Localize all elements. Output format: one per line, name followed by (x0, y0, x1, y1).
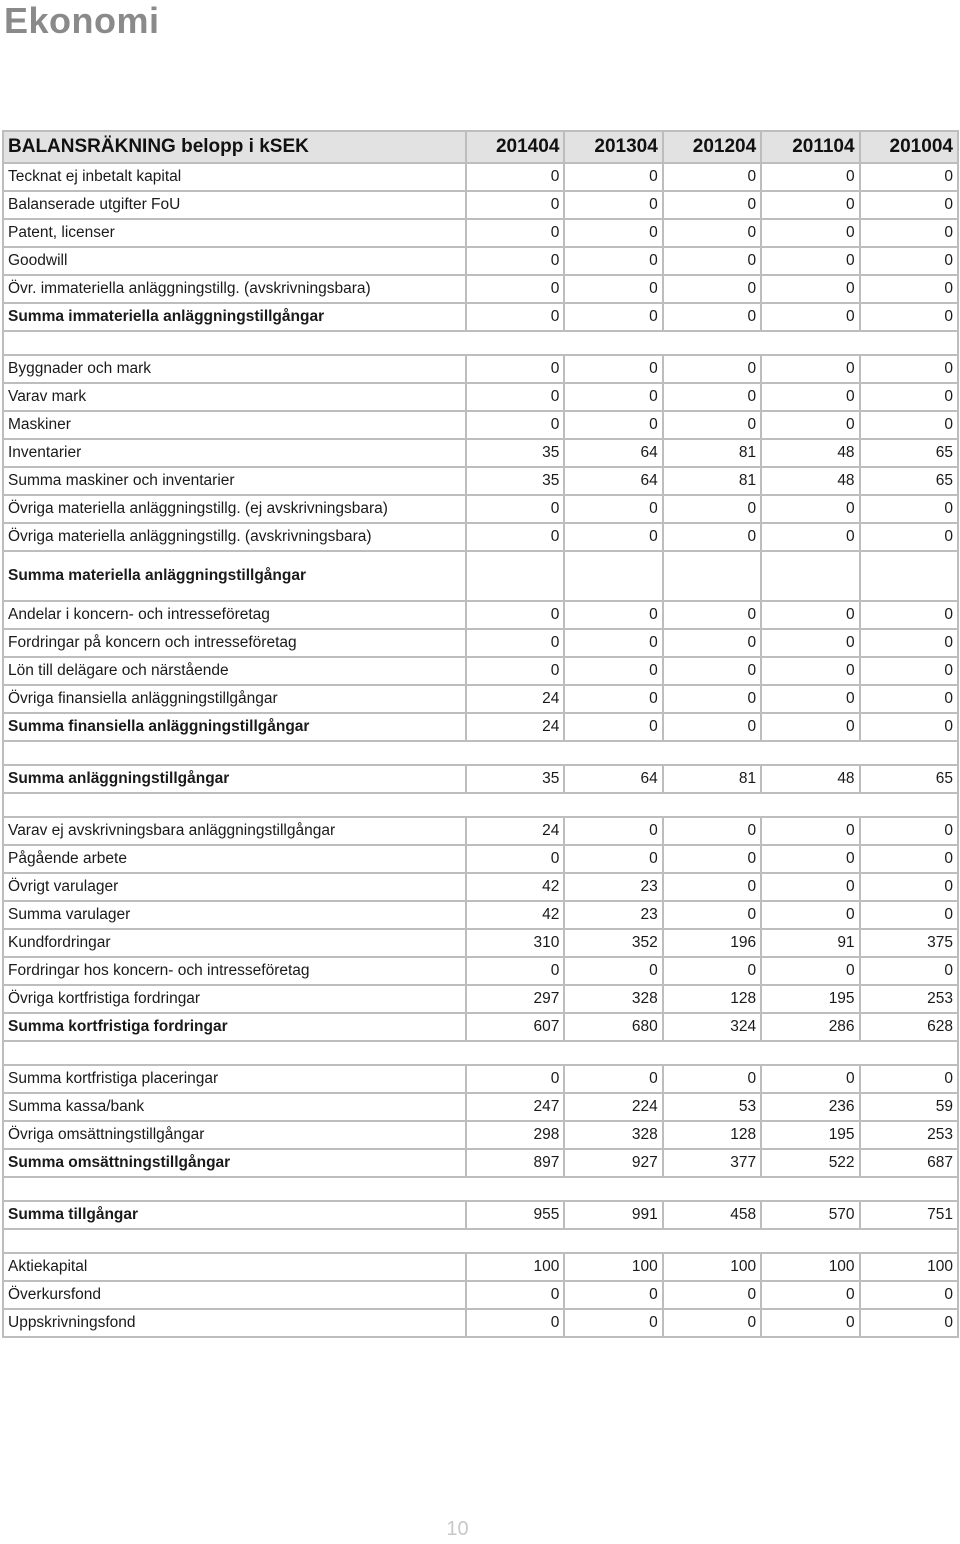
table-row (3, 929, 958, 957)
value-cell: 607 (466, 1013, 564, 1041)
value-cell: 0 (860, 957, 958, 985)
sum-row (3, 713, 958, 741)
value-cell: 328 (564, 1121, 662, 1149)
row-label: Fordringar hos koncern- och intresseföretag (3, 957, 466, 985)
sum-row (3, 765, 958, 793)
value-cell: 0 (466, 355, 564, 383)
value-cell: 0 (663, 845, 761, 873)
value-cell: 0 (564, 219, 662, 247)
value-cell: 0 (761, 495, 859, 523)
value-cell: 100 (761, 1253, 859, 1281)
value-cell: 35 (466, 765, 564, 793)
value-cell: 375 (860, 929, 958, 957)
value-cell: 0 (466, 495, 564, 523)
value-cell: 224 (564, 1093, 662, 1121)
spacer-cell (3, 1177, 958, 1201)
value-cell: 0 (761, 685, 859, 713)
row-label: Övriga materiella anläggningstillg. (avskrivningsbara) (3, 523, 466, 551)
row-label: Byggnader och mark (3, 355, 466, 383)
value-cell: 0 (466, 191, 564, 219)
value-cell: 0 (761, 163, 859, 191)
table-row (3, 985, 958, 1013)
value-cell: 0 (860, 713, 958, 741)
year-header: 201104 (761, 131, 859, 163)
value-cell: 0 (466, 1065, 564, 1093)
value-cell: 687 (860, 1149, 958, 1177)
value-cell: 0 (761, 303, 859, 331)
table-row (3, 1121, 958, 1149)
value-cell: 0 (860, 629, 958, 657)
table-row (3, 845, 958, 873)
value-cell: 0 (761, 219, 859, 247)
value-cell: 0 (466, 275, 564, 303)
value-cell: 0 (860, 163, 958, 191)
value-cell: 0 (466, 523, 564, 551)
value-cell: 0 (663, 873, 761, 901)
table-row (3, 1093, 958, 1121)
value-cell: 0 (860, 1065, 958, 1093)
row-label: Övriga finansiella anläggningstillgångar (3, 685, 466, 713)
table-row (3, 817, 958, 845)
value-cell: 196 (663, 929, 761, 957)
value-cell: 0 (761, 1065, 859, 1093)
value-cell: 253 (860, 985, 958, 1013)
row-label: Överkursfond (3, 1281, 466, 1309)
value-cell: 0 (663, 383, 761, 411)
value-cell: 0 (663, 657, 761, 685)
row-label: Fordringar på koncern och intresseföretag (3, 629, 466, 657)
value-cell: 0 (663, 1065, 761, 1093)
section-spacer (3, 1229, 958, 1253)
value-cell: 0 (564, 1309, 662, 1337)
value-cell: 955 (466, 1201, 564, 1229)
year-header: 201204 (663, 131, 761, 163)
value-cell: 0 (466, 629, 564, 657)
value-cell: 0 (564, 845, 662, 873)
page-number: 10 (446, 1518, 469, 1540)
table-row (3, 467, 958, 495)
value-cell: 897 (466, 1149, 564, 1177)
value-cell (663, 551, 761, 601)
balance-sheet (2, 130, 957, 1338)
sum-row (3, 551, 958, 601)
table-row (3, 873, 958, 901)
value-cell: 0 (564, 601, 662, 629)
row-label: Goodwill (3, 247, 466, 275)
row-label: Andelar i koncern- och intresseföretag (3, 601, 466, 629)
value-cell: 0 (564, 657, 662, 685)
value-cell: 0 (761, 355, 859, 383)
page-title: Ekonomi (4, 0, 160, 41)
table-row (3, 957, 958, 985)
row-label: Summa omsättningstillgångar (3, 1149, 466, 1177)
value-cell: 0 (663, 1281, 761, 1309)
value-cell: 0 (663, 219, 761, 247)
value-cell: 0 (663, 685, 761, 713)
value-cell: 0 (761, 713, 859, 741)
value-cell: 65 (860, 439, 958, 467)
value-cell: 0 (663, 817, 761, 845)
value-cell: 0 (761, 629, 859, 657)
value-cell (860, 551, 958, 601)
row-label: Maskiner (3, 411, 466, 439)
row-label: Övriga materiella anläggningstillg. (ej avskrivningsbara) (3, 495, 466, 523)
value-cell: 0 (761, 845, 859, 873)
value-cell: 0 (860, 303, 958, 331)
row-label: Tecknat ej inbetalt kapital (3, 163, 466, 191)
value-cell: 0 (761, 275, 859, 303)
value-cell: 0 (663, 355, 761, 383)
value-cell: 0 (466, 163, 564, 191)
value-cell: 0 (761, 191, 859, 219)
value-cell: 0 (860, 601, 958, 629)
value-cell: 23 (564, 873, 662, 901)
value-cell: 0 (564, 1281, 662, 1309)
value-cell: 100 (860, 1253, 958, 1281)
row-label: Övriga kortfristiga fordringar (3, 985, 466, 1013)
value-cell: 0 (860, 495, 958, 523)
value-cell (466, 551, 564, 601)
balance-table (2, 130, 959, 1338)
year-header: 201004 (860, 131, 958, 163)
row-label: Aktiekapital (3, 1253, 466, 1281)
value-cell: 0 (860, 657, 958, 685)
value-cell: 0 (860, 219, 958, 247)
row-label: Övr. immateriella anläggningstillg. (avskrivningsbara) (3, 275, 466, 303)
table-row (3, 1281, 958, 1309)
value-cell: 65 (860, 765, 958, 793)
row-label: Summa kortfristiga fordringar (3, 1013, 466, 1041)
table-row (3, 219, 958, 247)
table-row (3, 275, 958, 303)
value-cell: 0 (761, 657, 859, 685)
value-cell: 0 (466, 383, 564, 411)
value-cell: 0 (564, 355, 662, 383)
sum-row (3, 1149, 958, 1177)
table-row (3, 523, 958, 551)
value-cell: 0 (564, 629, 662, 657)
value-cell: 0 (663, 901, 761, 929)
value-cell: 0 (564, 523, 662, 551)
value-cell: 0 (860, 873, 958, 901)
table-row (3, 657, 958, 685)
row-label: Summa tillgångar (3, 1201, 466, 1229)
section-spacer (3, 793, 958, 817)
table-row (3, 411, 958, 439)
value-cell: 310 (466, 929, 564, 957)
value-cell: 128 (663, 985, 761, 1013)
value-cell: 0 (466, 411, 564, 439)
value-cell: 0 (663, 629, 761, 657)
spacer-cell (3, 741, 958, 765)
value-cell: 128 (663, 1121, 761, 1149)
value-cell: 0 (466, 303, 564, 331)
value-cell: 0 (860, 411, 958, 439)
value-cell: 0 (466, 219, 564, 247)
value-cell: 0 (466, 1309, 564, 1337)
row-label: Lön till delägare och närstående (3, 657, 466, 685)
value-cell: 522 (761, 1149, 859, 1177)
value-cell: 927 (564, 1149, 662, 1177)
value-cell: 0 (860, 523, 958, 551)
value-cell: 236 (761, 1093, 859, 1121)
row-label: Varav ej avskrivningsbara anläggningstillgångar (3, 817, 466, 845)
value-cell: 0 (663, 411, 761, 439)
value-cell: 298 (466, 1121, 564, 1149)
spacer-cell (3, 793, 958, 817)
value-cell: 0 (663, 275, 761, 303)
value-cell: 24 (466, 817, 564, 845)
table-row (3, 1309, 958, 1337)
value-cell: 0 (564, 275, 662, 303)
table-row (3, 901, 958, 929)
value-cell: 297 (466, 985, 564, 1013)
value-cell: 0 (564, 411, 662, 439)
value-cell: 0 (564, 685, 662, 713)
table-row (3, 629, 958, 657)
value-cell: 0 (564, 383, 662, 411)
value-cell: 628 (860, 1013, 958, 1041)
value-cell: 352 (564, 929, 662, 957)
value-cell: 0 (564, 1065, 662, 1093)
value-cell: 0 (466, 1281, 564, 1309)
value-cell: 0 (564, 957, 662, 985)
value-cell: 42 (466, 901, 564, 929)
value-cell: 253 (860, 1121, 958, 1149)
row-label: Summa varulager (3, 901, 466, 929)
value-cell: 570 (761, 1201, 859, 1229)
value-cell: 23 (564, 901, 662, 929)
value-cell: 0 (663, 191, 761, 219)
value-cell: 0 (860, 247, 958, 275)
value-cell: 0 (564, 191, 662, 219)
value-cell: 0 (761, 1309, 859, 1337)
sum-row (3, 1013, 958, 1041)
value-cell: 0 (860, 1281, 958, 1309)
value-cell: 324 (663, 1013, 761, 1041)
value-cell: 0 (860, 817, 958, 845)
value-cell: 195 (761, 1121, 859, 1149)
value-cell: 0 (860, 1309, 958, 1337)
value-cell: 0 (564, 303, 662, 331)
row-label: Summa materiella anläggningstillgångar (3, 551, 466, 601)
row-label: Balanserade utgifter FoU (3, 191, 466, 219)
value-cell: 991 (564, 1201, 662, 1229)
value-cell: 0 (761, 1281, 859, 1309)
value-cell: 0 (564, 163, 662, 191)
value-cell: 0 (564, 495, 662, 523)
value-cell: 0 (860, 355, 958, 383)
value-cell: 35 (466, 467, 564, 495)
value-cell: 0 (466, 247, 564, 275)
value-cell: 247 (466, 1093, 564, 1121)
value-cell: 0 (761, 601, 859, 629)
value-cell: 0 (663, 303, 761, 331)
value-cell: 0 (761, 901, 859, 929)
row-label: Summa maskiner och inventarier (3, 467, 466, 495)
value-cell: 0 (860, 845, 958, 873)
value-cell: 0 (860, 191, 958, 219)
table-row (3, 1253, 958, 1281)
value-cell: 0 (761, 873, 859, 901)
value-cell: 0 (663, 523, 761, 551)
spacer-cell (3, 1041, 958, 1065)
value-cell (564, 551, 662, 601)
table-body (3, 163, 958, 1337)
table-row (3, 495, 958, 523)
value-cell: 0 (564, 247, 662, 275)
value-cell: 48 (761, 765, 859, 793)
value-cell: 0 (860, 901, 958, 929)
value-cell: 680 (564, 1013, 662, 1041)
row-label: Patent, licenser (3, 219, 466, 247)
table-header-label: BALANSRÄKNING belopp i kSEK (3, 131, 466, 163)
row-label: Summa kortfristiga placeringar (3, 1065, 466, 1093)
table-row (3, 383, 958, 411)
value-cell: 42 (466, 873, 564, 901)
sum-row (3, 303, 958, 331)
value-cell: 751 (860, 1201, 958, 1229)
row-label: Varav mark (3, 383, 466, 411)
value-cell: 81 (663, 467, 761, 495)
value-cell: 65 (860, 467, 958, 495)
value-cell: 91 (761, 929, 859, 957)
value-cell: 100 (663, 1253, 761, 1281)
row-label: Summa kassa/bank (3, 1093, 466, 1121)
value-cell: 0 (564, 713, 662, 741)
row-label: Övrigt varulager (3, 873, 466, 901)
value-cell: 0 (860, 383, 958, 411)
section-spacer (3, 741, 958, 765)
value-cell: 0 (466, 845, 564, 873)
value-cell: 0 (761, 523, 859, 551)
value-cell: 100 (564, 1253, 662, 1281)
value-cell: 0 (761, 383, 859, 411)
value-cell: 0 (466, 601, 564, 629)
table-header-row (3, 131, 958, 163)
value-cell: 64 (564, 467, 662, 495)
value-cell: 0 (860, 685, 958, 713)
value-cell: 0 (466, 657, 564, 685)
value-cell: 0 (663, 495, 761, 523)
value-cell: 81 (663, 765, 761, 793)
value-cell: 0 (663, 957, 761, 985)
value-cell: 195 (761, 985, 859, 1013)
value-cell: 328 (564, 985, 662, 1013)
value-cell: 0 (663, 1309, 761, 1337)
row-label: Pågående arbete (3, 845, 466, 873)
value-cell: 377 (663, 1149, 761, 1177)
table-row (3, 191, 958, 219)
value-cell (761, 551, 859, 601)
spacer-cell (3, 1229, 958, 1253)
row-label: Summa finansiella anläggningstillgångar (3, 713, 466, 741)
value-cell: 0 (761, 957, 859, 985)
table-row (3, 685, 958, 713)
row-label: Övriga omsättningstillgångar (3, 1121, 466, 1149)
value-cell: 24 (466, 713, 564, 741)
section-spacer (3, 1177, 958, 1201)
value-cell: 0 (761, 411, 859, 439)
value-cell: 100 (466, 1253, 564, 1281)
value-cell: 286 (761, 1013, 859, 1041)
value-cell: 0 (466, 957, 564, 985)
value-cell: 0 (663, 247, 761, 275)
value-cell: 59 (860, 1093, 958, 1121)
value-cell: 0 (663, 713, 761, 741)
year-header: 201404 (466, 131, 564, 163)
row-label: Kundfordringar (3, 929, 466, 957)
row-label: Uppskrivningsfond (3, 1309, 466, 1337)
value-cell: 35 (466, 439, 564, 467)
value-cell: 0 (564, 817, 662, 845)
sum-row (3, 1201, 958, 1229)
row-label: Inventarier (3, 439, 466, 467)
value-cell: 53 (663, 1093, 761, 1121)
table-row (3, 355, 958, 383)
table-row (3, 601, 958, 629)
section-spacer (3, 331, 958, 355)
section-spacer (3, 1041, 958, 1065)
value-cell: 64 (564, 439, 662, 467)
table-row (3, 163, 958, 191)
value-cell: 24 (466, 685, 564, 713)
value-cell: 48 (761, 439, 859, 467)
value-cell: 48 (761, 467, 859, 495)
value-cell: 64 (564, 765, 662, 793)
value-cell: 0 (663, 601, 761, 629)
table-row (3, 439, 958, 467)
value-cell: 0 (761, 247, 859, 275)
table-row (3, 1065, 958, 1093)
value-cell: 458 (663, 1201, 761, 1229)
value-cell: 0 (663, 163, 761, 191)
value-cell: 0 (761, 817, 859, 845)
table-row (3, 247, 958, 275)
row-label: Summa anläggningstillgångar (3, 765, 466, 793)
row-label: Summa immateriella anläggningstillgångar (3, 303, 466, 331)
spacer-cell (3, 331, 958, 355)
value-cell: 81 (663, 439, 761, 467)
year-header: 201304 (564, 131, 662, 163)
value-cell: 0 (860, 275, 958, 303)
